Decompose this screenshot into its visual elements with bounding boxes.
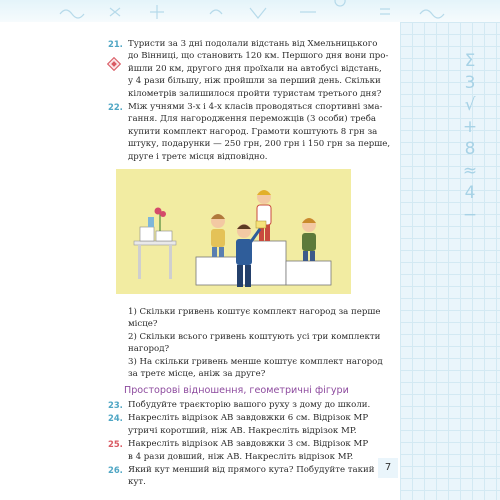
task-number: 21. bbox=[108, 39, 123, 49]
task-line: Побудуйте траєкторію вашого руху з дому до школи. bbox=[128, 399, 371, 410]
section-title: Просторові відношення, геометричні фігури bbox=[124, 384, 349, 396]
task-number: 23. bbox=[108, 399, 123, 410]
diamond-icon bbox=[107, 57, 121, 71]
task-line: Туристи за 3 дні подолали відстань від Хмельницького bbox=[128, 39, 378, 49]
question-line: 1) Скільки гривень коштує комплект нагород за перше bbox=[128, 307, 381, 318]
question-line: місце? bbox=[128, 319, 158, 330]
task-line: Накресліть відрізок AB завдовжки 6 см. Відрізок MP bbox=[128, 413, 369, 424]
question-line: 2) Скільки всього гривень коштують усі три комплекти bbox=[128, 331, 381, 342]
task-24 bbox=[108, 412, 396, 437]
task-line: у 4 рази більшу, ніж пройшли за перший день. Скільки bbox=[128, 76, 381, 87]
task-number: 22. bbox=[108, 102, 123, 113]
task-23 bbox=[108, 399, 396, 411]
task-number: 26. bbox=[108, 464, 123, 475]
task-21 bbox=[108, 38, 396, 100]
task-line: гання. Для нагородження переможців (3 особи) треба bbox=[128, 114, 377, 125]
task-line: утричі коротший, ніж AB. Накресліть відрізок MP. bbox=[128, 425, 357, 436]
podium-scene bbox=[116, 169, 351, 294]
task-line: Накресліть відрізок AB завдовжки 3 см. Відрізок MP bbox=[128, 439, 369, 450]
question-line: нагород? bbox=[128, 344, 170, 355]
page-content bbox=[108, 38, 396, 490]
page-header-strip bbox=[0, 0, 500, 22]
task-line: кілометрів залишилося пройти туристам третього дня? bbox=[128, 88, 382, 99]
task-22-questions bbox=[128, 306, 396, 380]
task-line: друге і третє місця відповідно. bbox=[128, 151, 268, 162]
task-22 bbox=[108, 101, 396, 163]
task-line: штуку, подарунки — 250 грн, 200 грн і 150 грн за перше, bbox=[128, 139, 391, 150]
award-podium-illustration bbox=[116, 169, 351, 294]
margin-decoration: Σ 3 √ + 8 ≈ 4 − bbox=[462, 51, 478, 225]
task-line: йшли 20 км, другого дня проїхали на автобусі відстань, bbox=[128, 63, 382, 74]
task-line: Між учнями 3-х і 4-х класів проводяться спортивні зма- bbox=[128, 102, 383, 113]
page-number: 7 bbox=[378, 458, 398, 478]
task-line: купити комплект нагород. Грамоти коштують 8 грн за bbox=[128, 126, 378, 137]
task-line: до Вінниці, що становить 120 км. Першого дня вони про- bbox=[128, 51, 389, 62]
task-25 bbox=[108, 438, 396, 463]
task-number: 24. bbox=[108, 413, 123, 424]
task-number: 25. bbox=[108, 439, 123, 450]
header-decoration bbox=[0, 0, 500, 22]
task-line: в 4 рази довший, ніж AB. Накресліть відрізок MP. bbox=[128, 451, 354, 462]
question-line: за третє місце, аніж за друге? bbox=[128, 369, 266, 380]
task-line: кут. bbox=[128, 477, 146, 488]
task-26 bbox=[108, 464, 396, 489]
task-line: Який кут менший від прямого кута? Побудуйте такий bbox=[128, 464, 375, 475]
question-line: 3) На скільки гривень менше коштує комплект нагород bbox=[128, 356, 383, 367]
